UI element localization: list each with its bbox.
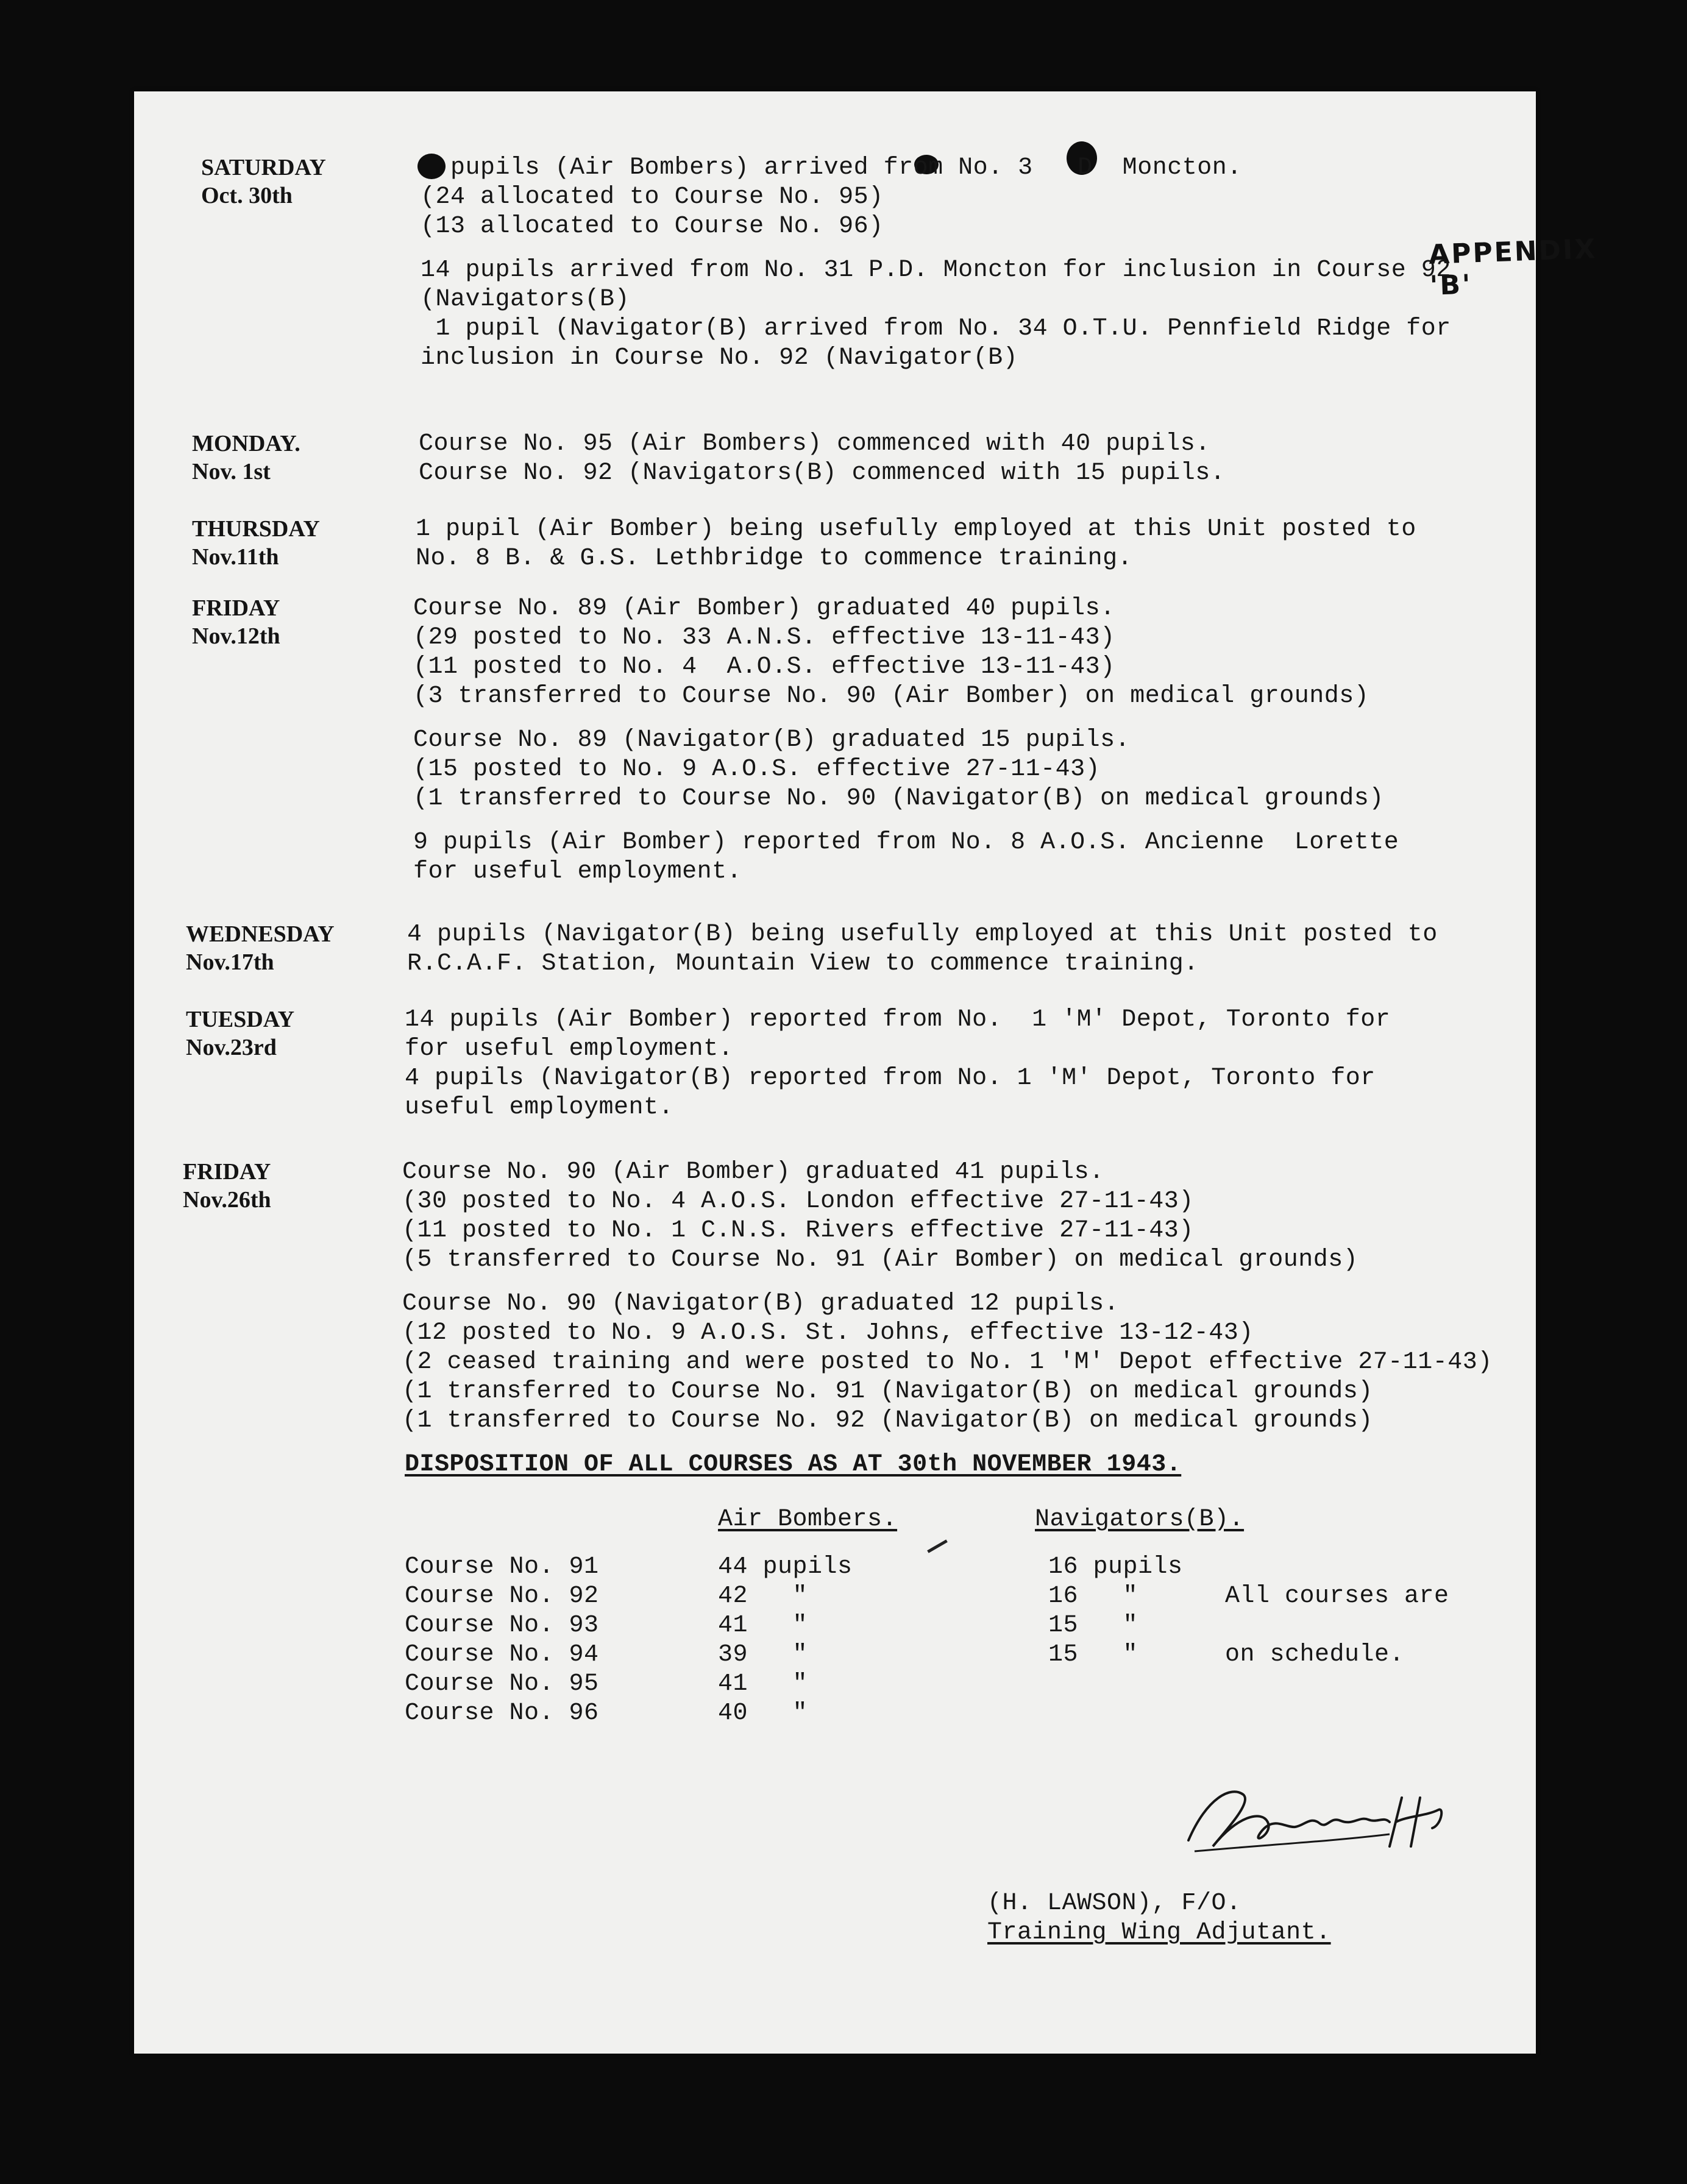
entry-line: Course No. 90 (Air Bomber) graduated 41 pupils. xyxy=(402,1158,1104,1186)
entry-day: WEDNESDAY xyxy=(186,921,335,947)
entry-line: 9 pupils (Air Bomber) reported from No. 8 A.O.S. Ancienne Lorette xyxy=(413,829,1399,856)
entry-line: (30 posted to No. 4 A.O.S. London effective 27-11-43) xyxy=(402,1188,1194,1215)
entry-line: 1 pupil (Air Bomber) being usefully employed at this Unit posted to xyxy=(416,516,1416,543)
entry-line: (1 transferred to Course No. 90 (Navigator(B) on medical grounds) xyxy=(413,785,1384,812)
entry-date: Oct. 30th xyxy=(201,183,293,208)
entry-line: 14 pupils arrived from No. 31 P.D. Moncton for inclusion in Course 92 xyxy=(421,257,1451,284)
entry-line: (15 posted to No. 9 A.O.S. effective 27-11-43) xyxy=(413,756,1101,783)
navigators-heading: Navigators(B). xyxy=(1035,1506,1245,1533)
navigators-count: 16 " xyxy=(1048,1583,1138,1610)
entry-day: TUESDAY xyxy=(186,1007,295,1032)
course-label: Course No. 96 xyxy=(405,1700,599,1727)
entry-line: pupils (Air Bombers) arrived from No. 3 D Moncton. xyxy=(421,154,1242,182)
entry-line: Course No. 95 (Air Bombers) commenced with 40 pupils. xyxy=(419,430,1210,458)
entry-line: (11 posted to No. 4 A.O.S. effective 13-11-43) xyxy=(413,653,1115,681)
entry-line: Course No. 89 (Air Bomber) graduated 40 pupils. xyxy=(413,595,1115,622)
entry-line: Course No. 92 (Navigators(B) commenced with 15 pupils. xyxy=(419,459,1226,487)
entry-line: inclusion in Course No. 92 (Navigator(B) xyxy=(421,344,1018,372)
air-bombers-count: 42 " xyxy=(718,1583,808,1610)
air-bombers-count: 40 " xyxy=(718,1700,808,1727)
air-bombers-count: 41 " xyxy=(718,1612,808,1639)
entry-line: for useful employment. xyxy=(405,1035,734,1063)
course-label: Course No. 95 xyxy=(405,1670,599,1698)
entry-day: FRIDAY xyxy=(192,595,280,621)
course-label: Course No. 91 xyxy=(405,1553,599,1581)
entry-line: (1 transferred to Course No. 91 (Navigator(B) on medical grounds) xyxy=(402,1378,1373,1405)
appendix-mark: APPENDIX 'B' xyxy=(1428,233,1598,302)
entry-day: MONDAY. xyxy=(192,431,300,456)
entry-day: SATURDAY xyxy=(201,155,326,180)
air-bombers-count: 39 " xyxy=(718,1641,808,1668)
pen-mark xyxy=(927,1539,948,1553)
entry-line: No. 8 B. & G.S. Lethbridge to commence training. xyxy=(416,545,1133,572)
entry-line: (29 posted to No. 33 A.N.S. effective 13-11-43) xyxy=(413,624,1115,651)
schedule-note: on schedule. xyxy=(1225,1641,1405,1668)
entry-date: Nov. 1st xyxy=(192,459,271,484)
navigators-count: 15 " xyxy=(1048,1612,1138,1639)
entry-date: Nov.17th xyxy=(186,949,274,975)
course-label: Course No. 93 xyxy=(405,1612,599,1639)
entry-line: R.C.A.F. Station, Mountain View to commence training. xyxy=(407,950,1199,977)
navigators-count: 15 " xyxy=(1048,1641,1138,1668)
document-page xyxy=(134,91,1598,2054)
entry-line: (24 allocated to Course No. 95) xyxy=(421,183,884,211)
entry-date: Nov.23rd xyxy=(186,1035,277,1060)
entry-line: (11 posted to No. 1 C.N.S. Rivers effective 27-11-43) xyxy=(402,1217,1194,1244)
entry-date: Nov.12th xyxy=(192,623,280,649)
entry-line: (5 transferred to Course No. 91 (Air Bomber) on medical grounds) xyxy=(402,1246,1358,1274)
entry-line: (1 transferred to Course No. 92 (Navigator(B) on medical grounds) xyxy=(402,1407,1373,1434)
course-label: Course No. 92 xyxy=(405,1583,599,1610)
entry-line: Course No. 90 (Navigator(B) graduated 12 pupils. xyxy=(402,1290,1120,1317)
air-bombers-heading: Air Bombers. xyxy=(718,1506,898,1533)
entry-line: 4 pupils (Navigator(B) reported from No. 1 'M' Depot, Toronto for xyxy=(405,1065,1376,1092)
disposition-heading: DISPOSITION OF ALL COURSES AS AT 30th NOVEMBER 1943. xyxy=(405,1451,1182,1478)
entry-line: (13 allocated to Course No. 96) xyxy=(421,213,884,240)
entry-line: Course No. 89 (Navigator(B) graduated 15 pupils. xyxy=(413,726,1131,754)
air-bombers-count: 44 pupils xyxy=(718,1553,853,1581)
course-label: Course No. 94 xyxy=(405,1641,599,1668)
entry-date: Nov.11th xyxy=(192,544,279,570)
entry-line: (Navigators(B) xyxy=(421,286,630,313)
handwritten-signature xyxy=(1170,1773,1511,1865)
entry-line: (3 transferred to Course No. 90 (Air Bomber) on medical grounds) xyxy=(413,682,1369,710)
entry-line: for useful employment. xyxy=(413,858,742,885)
entry-day: THURSDAY xyxy=(192,516,320,542)
signature-image xyxy=(1170,1773,1511,1865)
entry-line: 1 pupil (Navigator(B) arrived from No. 34 O.T.U. Pennfield Ridge for xyxy=(421,315,1451,342)
entry-line: (12 posted to No. 9 A.O.S. St. Johns, effective 13-12-43) xyxy=(402,1319,1254,1347)
entry-date: Nov.26th xyxy=(183,1187,271,1213)
signatory-name: (H. LAWSON), F/O. xyxy=(987,1890,1241,1917)
entry-day: FRIDAY xyxy=(183,1159,271,1185)
schedule-note: All courses are xyxy=(1225,1583,1449,1610)
entry-line: 14 pupils (Air Bomber) reported from No. 1 'M' Depot, Toronto for xyxy=(405,1006,1391,1034)
navigators-count: 16 pupils xyxy=(1048,1553,1183,1581)
entry-line: 4 pupils (Navigator(B) being usefully employed at this Unit posted to xyxy=(407,921,1438,948)
entry-line: useful employment. xyxy=(405,1094,674,1121)
air-bombers-count: 41 " xyxy=(718,1670,808,1698)
signatory-title: Training Wing Adjutant. xyxy=(987,1919,1331,1946)
entry-line: (2 ceased training and were posted to No. 1 'M' Depot effective 27-11-43) xyxy=(402,1349,1493,1376)
